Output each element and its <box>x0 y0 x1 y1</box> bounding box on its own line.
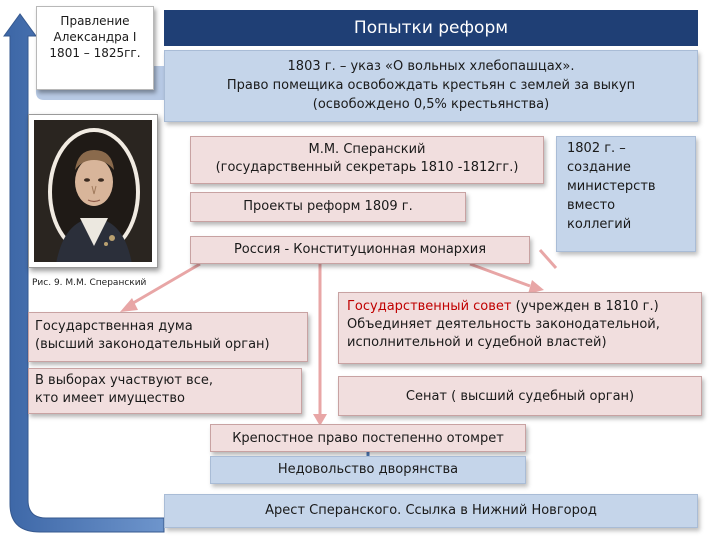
serfdom-box: Крепостное право постепенно отомрет <box>210 424 526 452</box>
elections-line1: В выборах участвуют все, <box>35 373 213 388</box>
reign-title-line2: Александра I <box>53 30 137 44</box>
arrow-russia-ministry <box>540 250 556 268</box>
reign-title-card <box>36 6 154 90</box>
speransky-role: (государственный секретарь 1810 -1812гг.) <box>215 160 519 175</box>
ministries-line3: министерств <box>567 179 656 194</box>
reign-title-line1: Правление <box>60 14 130 28</box>
projects-1809-box: Проекты реформ 1809 г. <box>190 192 466 222</box>
reform-1803-box <box>164 50 698 122</box>
elections-box <box>28 368 302 414</box>
russia-monarchy-box: Россия - Конституционная монархия <box>190 236 530 264</box>
state-duma-box <box>28 312 308 362</box>
ministries-line4: вместо <box>567 198 616 213</box>
reform-1803-line2: Право помещика освобождать крестьян с землей за выкуп <box>226 78 636 93</box>
speransky-name: М.М. Сперанский <box>308 142 426 157</box>
ministries-line5: коллегий <box>567 217 632 232</box>
senate-box: Сенат ( высший судебный орган) <box>338 376 702 416</box>
ministries-1802-box <box>556 136 696 252</box>
arrest-box: Арест Сперанского. Ссылка в Нижний Новгород <box>164 494 698 528</box>
header-title: Попытки реформ <box>164 10 698 46</box>
council-title: Государственный совет <box>347 299 512 314</box>
state-council-box <box>338 292 702 364</box>
arrow-to-council <box>470 264 530 286</box>
reform-1803-line1: 1803 г. – указ «О вольных хлебопашцах». <box>287 59 575 74</box>
reign-title-years: 1801 – 1825гг. <box>49 46 141 60</box>
council-founded: (учрежден в 1810 г.) <box>515 299 659 314</box>
portrait-frame <box>28 114 158 268</box>
ministries-line2: создание <box>567 160 631 175</box>
council-line3: исполнительной и судебной властей) <box>347 335 607 350</box>
nobility-discontent-box: Недовольство дворянства <box>210 456 526 484</box>
ministries-line1: 1802 г. – <box>567 141 626 156</box>
elections-line2: кто имеет имущество <box>35 391 185 406</box>
speransky-portrait-drawing <box>34 120 152 262</box>
council-line2: Объединяет деятельность законодательной, <box>347 317 660 332</box>
reform-1803-line3: (освобождено 0,5% крестьянства) <box>312 97 550 112</box>
portrait-image <box>34 120 152 262</box>
portrait-caption: Рис. 9. М.М. Сперанский <box>32 278 147 288</box>
duma-title: Государственная дума <box>35 319 193 334</box>
duma-desc: (высший законодательный орган) <box>35 337 270 352</box>
council-line1 <box>347 298 701 316</box>
speransky-box <box>190 136 544 184</box>
